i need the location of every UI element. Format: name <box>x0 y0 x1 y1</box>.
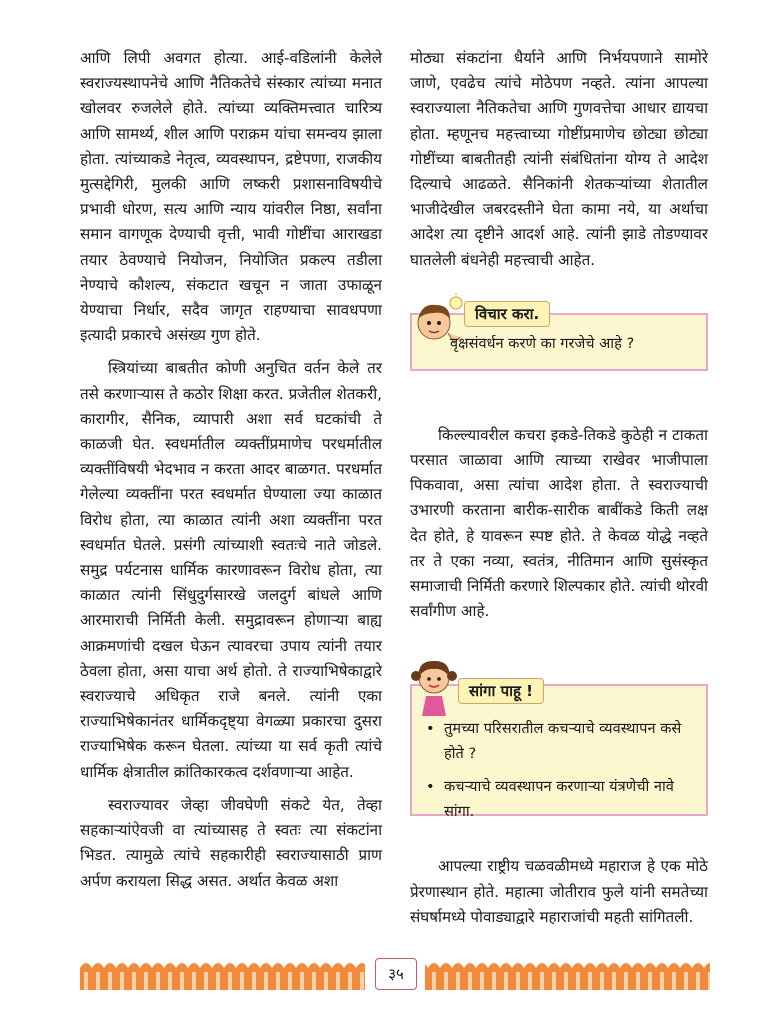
footer <box>80 958 710 992</box>
tell-badge: सांगा पाहू ! <box>458 678 544 704</box>
girl-icon <box>408 656 460 716</box>
think-box <box>410 293 708 371</box>
paragraph: स्त्रियांच्या बाबतीत कोणी अनुचित वर्तन केले तर तसे करणाऱ्यास ते कठोर शिक्षा करत. प्रजेतील शेतकरी, कारागीर, सैनिक, व्यापारी अशा सर्व घटकांची ते काळजी घेत. स्वधर्मातील व्यक्तींप्रमाणेच परधर्मातील व्यक्तींविषयी भेदभाव न करता आदर बाळगत. परधर्मात गेलेल्या व्यक्तींना परत स्वधर्मात घेण्याला ज्या काळात विरोध होता, त्या काळात त्यांनी अशा व्यक्तींना परत स्वधर्मात घेतले. प्रसंगी त्यांच्याशी स्वतःचे नाते जोडले. समुद्र पर्यटनास धार्मिक कारणावरून विरोध होता, त्या काळात त्यांनी सिंधुदुर्गसारखे जलदुर्ग बांधले आणि आरमाराची निर्मिती केली. समुद्रावरून होणाऱ्या बाह्य आक्रमणांची दखल घेऊन त्यावरचा उपाय त्यांनी तयार ठेवला होता, असा याचा अर्थ होतो. ते राज्याभिषेकाद्वारे स्वराज्याचे अधिकृत राजे बनले. त्यांनी एका राज्याभिषेकानंतर धार्मिकदृष्ट्या वेगळ्या प्रकारचा दुसरा राज्याभिषेक करून घेतला. त्यांच्या या सर्व कृती त्यांचे धार्मिक क्षेत्रातील क्रांतिकारकत्व दर्शवणाऱ्या आहेत. <box>80 359 382 781</box>
paragraph: किल्ल्यावरील कचरा इकडे-तिकडे कुठेही न टाकता परसात जाळावा आणि त्याच्या राखेवर भाजीपाला पिकवावा, असा त्यांचा आदेश होता. ते स्वराज्याची उभारणी करताना बारीक-सारीक बाबींकडे किती लक्ष देत होते, हे यावरून स्पष्ट होते. ते केवळ योद्धे नव्हते तर ते एका नव्या, स्वतंत्र, नीतिमान आणि सुसंस्कृत समाजाची निर्मिती करणारे शिल्पकार होते. त्यांची थोरवी सर्वांगीण आहे. <box>410 425 708 621</box>
tell-box <box>410 656 708 821</box>
paragraph: आणि लिपी अवगत होत्या. आई-वडिलांनी केलेले स्वराज्यस्थापनेचे आणि नैतिकतेचे संस्कार त्यांच्या मनात खोलवर रुजलेले होते. त्यांच्या व्यक्तिमत्त्वात चारित्र्य आणि सामर्थ्य, शील आणि पराक्रम यांचा समन्वय झाला होता. त्यांच्याकडे नेतृत्व, व्यवस्थापन, द्रष्टेपणा, राजकीय मुत्सद्देगिरी, मुलकी आणि लष्करी प्रशासनाविषयीचे प्रभावी धोरण, सत्य आणि न्याय यांवरील निष्ठा, सर्वांना समान वागणूक देण्याची वृत्ती, भावी गोष्टींचा आराखडा तयार ठेवण्याचे नियोजन, नियोजित प्रकल्प तडीला नेण्याचे कौशल्य, संकटात खचून न जाता उफाळून येण्याचा निर्धार, सदैव जागृत राहण्याचा सावधपणा इत्यादी प्रकारचे असंख्य गुण होते. <box>80 49 382 345</box>
left-column <box>80 46 382 894</box>
paragraph: आपल्या राष्ट्रीय चळवळीमध्ये महाराज हे एक मोठे प्रेरणास्थान होते. महात्मा जोतीराव फुले यांनी समतेच्या संघर्षामध्ये पोवाड्याद्वारे महाराजांची महती सांगितली. <box>410 857 708 926</box>
think-badge: विचार करा. <box>464 301 550 327</box>
list-item: • कचऱ्याचे व्यवस्थापन करणाऱ्या यंत्रणेची नावे सांगा. <box>422 774 698 824</box>
tell-list <box>422 716 698 832</box>
list-item: • तुमच्या परिसरातील कचऱ्याचे व्यवस्थापन कसे होते ? <box>422 716 698 766</box>
page-number: ३५ <box>375 958 417 990</box>
right-column <box>410 46 708 930</box>
paragraph: मोठ्या संकटांना धैर्याने आणि निर्भयपणाने सामोरे जाणे, एवढेच त्यांचे मोठेपण नव्हते. त्यांना आपल्या स्वराज्याला नैतिकतेचा आणि गुणवत्तेचा आधार द्यायचा होता. म्हणूनच महत्त्वाच्या गोष्टींप्रमाणेच छोट्या छोट्या गोष्टींच्या बाबतीतही त्यांनी संबंधितांना योग्य ते आदेश दिल्याचे आढळते. सैनिकांनी शेतकऱ्यांच्या शेतातील भाजीदेखील जबरदस्तीने घेता कामा नये, या अर्थाचा आदेश त्या दृष्टीने आदर्श आहे. त्यांनी झाडे तोडण्यावर घातलेली बंधनेही महत्त्वाची आहेत. <box>410 49 708 269</box>
think-question: वृक्षसंवर्धन करणे का गरजेचे आहे ? <box>450 334 635 352</box>
paragraph: स्वराज्यावर जेव्हा जीवघेणी संकटे येत, तेव्हा सहकाऱ्यांऐवजी वा त्यांच्यासह ते स्वतः त्या संकटांना भिडत. त्यामुळे त्यांचे सहकारीही स्वराज्यासाठी प्राण अर्पण करायला सिद्ध असत. अर्थात केवळ अशा <box>80 795 382 890</box>
